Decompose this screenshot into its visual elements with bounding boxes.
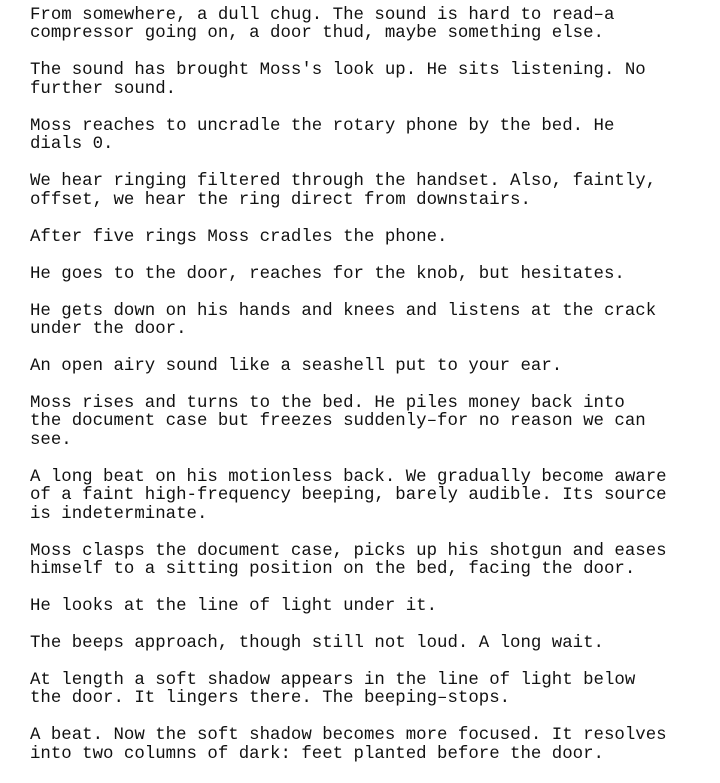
action-paragraph: Moss rises and turns to the bed. He piles money back into the document case but freezes suddenly–for no reason we can see. — [30, 394, 646, 450]
action-paragraph: Moss clasps the document case, picks up his shotgun and eases himself to a sitting position on the bed, facing the door. — [30, 541, 667, 580]
action-paragraph: At length a soft shadow appears in the line of light below the door. It lingers there. The beeping–stops. — [30, 671, 636, 709]
action-paragraph: After five rings Moss cradles the phone. — [30, 227, 448, 247]
action-paragraph: We hear ringing filtered through the handset. Also, faintly, offset, we hear the ring direct from downstairs. — [30, 172, 657, 210]
action-paragraph: The sound has brought Moss's look up. He sits listening. No further sound. — [30, 61, 646, 99]
action-paragraph: From somewhere, a dull chug. The sound is hard to read–a compressor going on, a door thud, maybe something else. — [30, 6, 615, 44]
action-paragraph: The beeps approach, though still not loud. A long wait. — [30, 634, 604, 654]
action-paragraph: He goes to the door, reaches for the knob, but hesitates. — [30, 264, 625, 284]
screenplay-page — [30, 7, 706, 783]
action-paragraph: A beat. Now the soft shadow becomes more focused. It resolves into two columns of dark: feet planted before the door. — [30, 726, 667, 764]
action-paragraph: A long beat on his motionless back. We gradually become aware of a faint high-frequency beeping, barely audible. Its source is indeterminate. — [30, 467, 667, 524]
action-paragraph: Moss reaches to uncradle the rotary phone by the bed. He dials 0. — [30, 116, 615, 155]
action-paragraph: He looks at the line of light under it. — [30, 597, 438, 617]
action-paragraph: He gets down on his hands and knees and listens at the crack under the door. — [30, 301, 657, 340]
action-paragraph: An open airy sound like a seashell put to your ear. — [30, 357, 563, 377]
